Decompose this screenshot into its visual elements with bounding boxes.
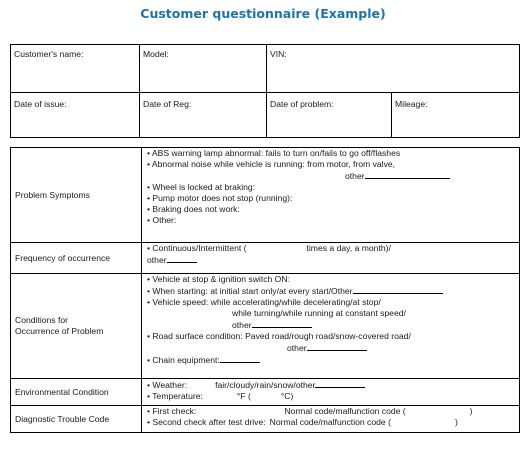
dtc-label: Diagnostic Trouble Code [15,413,110,424]
problem-symptoms-label: Problem Symptoms [15,189,90,200]
answer-line [307,342,367,351]
answer-line [353,285,443,294]
condition-line: • Vehicle at stop & ignition switch ON: [147,274,290,284]
frequency-label-cell [11,243,142,274]
answer-line [365,170,450,179]
customer-info-table [10,44,520,138]
answer-line [315,379,365,388]
date-of-issue-cell [11,93,140,138]
symptom-line: • Pump motor does not stop (running): [147,193,293,203]
condition-line: other [147,342,519,354]
condition-line: • Chain equipment: [147,354,519,366]
answer-line [252,319,312,328]
environment-label-cell [11,379,142,406]
date-of-problem-label: Date of problem: [270,99,334,109]
problem-symptoms-label-cell [11,148,142,243]
conditions-label-line-1: Conditions for [15,315,69,325]
dtc-label-cell [11,406,142,433]
mileage-label: Mileage: [395,99,428,109]
symptom-line: • Abnormal noise while vehicle is running: from motor, from valve, [147,159,396,169]
condition-line: other [147,319,519,331]
conditions-label-line-2: Occurrence of Problem [15,326,104,336]
customer-name-cell [11,45,140,93]
date-of-reg-label: Date of Reg: [143,99,192,109]
date-of-issue-label: Date of issue: [14,99,67,109]
conditions-label-cell [11,274,142,379]
environment-label: Environmental Condition [15,386,109,397]
vin-cell [267,45,520,93]
dtc-line: • Second check after test drive: Normal code/malfunction code ( ) [147,417,458,427]
environment-content [142,379,520,406]
frequency-line: other [147,254,519,266]
mileage-cell [392,93,520,138]
condition-line: • Road surface condition: Paved road/rough road/snow-covered road/ [147,331,411,341]
date-of-reg-cell [140,93,267,138]
environment-line: • Weather: fair/cloudy/rain/snow/other [147,379,519,391]
date-of-problem-cell [267,93,392,138]
model-label: Model: [143,49,169,59]
model-cell [140,45,267,93]
conditions-content [142,274,520,379]
vin-label: VIN: [270,49,287,59]
symptom-line: • ABS warning lamp abnormal: fails to turn on/fails to go off/flashes [147,148,401,158]
frequency-label: Frequency of occurrence [15,252,111,263]
dtc-content [142,406,520,433]
answer-line [167,254,197,263]
symptom-line: • Wheel is locked at braking: [147,182,256,192]
problem-symptoms-content [142,148,520,243]
symptom-line: • Braking does not work: [147,204,240,214]
dtc-line: • First check: Normal code/malfunction code ( ) [147,406,473,416]
answer-line [220,354,260,363]
symptom-line: other [147,170,519,182]
problem-details-table [10,147,520,433]
symptom-line: • Other: [147,215,177,225]
condition-line: • Vehicle speed: while accelerating/while decelerating/at stop/ [147,297,381,307]
condition-line: while turning/while running at constant speed/ [232,308,406,318]
frequency-content [142,243,520,274]
customer-name-label: Customer's name: [14,49,84,59]
environment-line: • Temperature: °F ( °C) [147,391,294,401]
page-title: Customer questionnaire (Example) [140,6,386,21]
frequency-line: • Continuous/Intermittent ( times a day, a month)/ [147,243,391,253]
condition-line: • When starting: at initial start only/at every start/Other [147,285,519,297]
